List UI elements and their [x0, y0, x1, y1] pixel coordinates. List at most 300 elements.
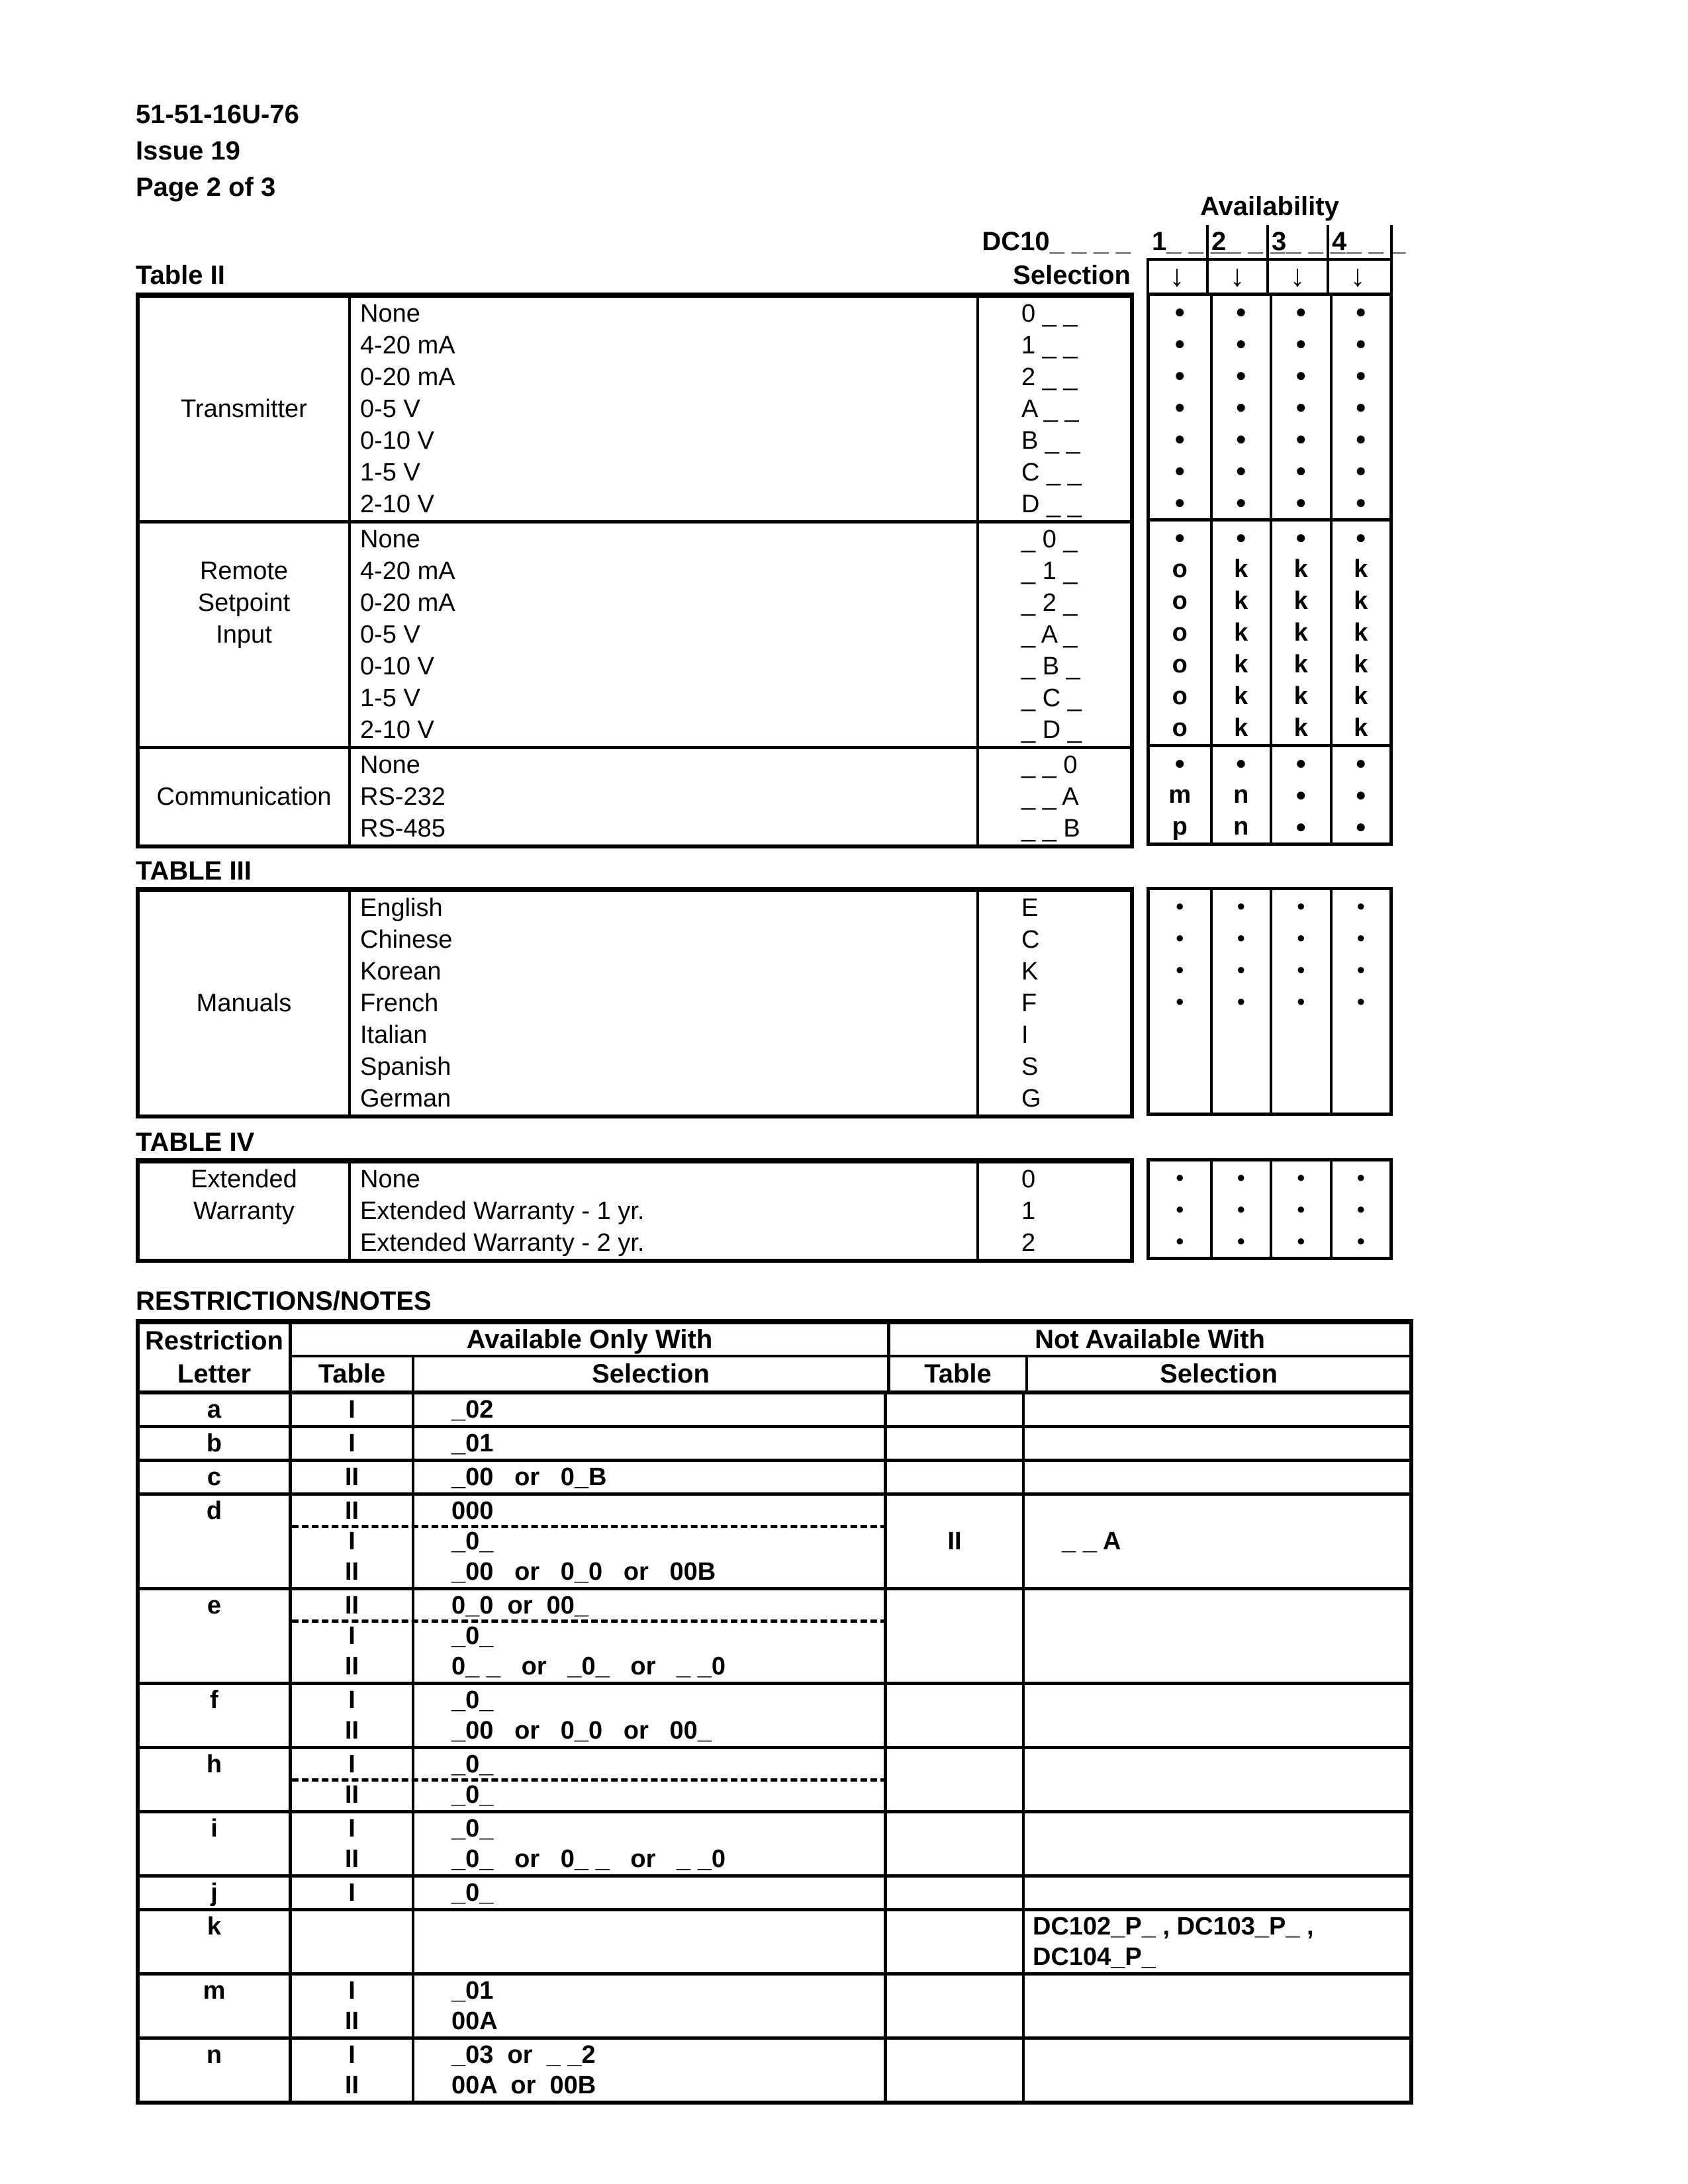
availability-cell: k	[1270, 680, 1330, 712]
selection-code: I	[1021, 1021, 1029, 1049]
availability-cell: k	[1210, 712, 1270, 744]
availability-cell: ●	[1210, 1161, 1270, 1193]
table-row	[351, 587, 1130, 619]
availability-cell: k	[1210, 585, 1270, 617]
availability-cell: o	[1172, 713, 1188, 742]
selection-ref: _0_	[451, 1781, 494, 1809]
option-rows	[351, 1163, 1130, 1259]
table-ii-availability-matrix	[1147, 293, 1393, 846]
availability-cell: ●	[1270, 359, 1330, 391]
table-ref: II	[344, 1558, 359, 1586]
option-label: French	[351, 987, 979, 1019]
availability-cell: ●	[1210, 954, 1270, 985]
na-table-ref	[887, 1428, 1025, 1459]
availability-row	[1150, 680, 1389, 712]
category-line: Manuals	[196, 989, 292, 1017]
option-label: Korean	[351, 956, 979, 987]
doc-issue: Issue 19	[136, 136, 240, 165]
availability-cell: p	[1172, 812, 1188, 841]
restriction-row-d	[140, 1492, 1409, 1587]
option-rows	[351, 749, 1130, 844]
selection-ref: _00 or 0_B	[451, 1463, 607, 1491]
na-selection-ref	[1025, 1878, 1406, 1908]
table-ref: II	[344, 1781, 359, 1809]
availability-cell: ●	[1210, 747, 1270, 779]
down-arrow-icon: ↓	[1169, 258, 1185, 293]
availability-cell: ●	[1174, 527, 1186, 547]
availability-cell: k	[1330, 585, 1390, 617]
table-row	[351, 682, 1130, 714]
table2-title: Table II	[136, 261, 225, 290]
table-row	[351, 1051, 1130, 1083]
na-table-ref	[887, 1976, 1025, 2036]
selection-code: C _ _	[1021, 459, 1082, 486]
selection-ref: _0_	[451, 1527, 494, 1555]
availability-row	[1150, 455, 1389, 486]
selection-ref: _ _ A	[1062, 1527, 1121, 1555]
table-iv-availability-matrix	[1147, 1158, 1393, 1260]
selection-code: 1	[1021, 1197, 1036, 1225]
availability-cell: ●	[1270, 811, 1330, 842]
table-row	[351, 987, 1130, 1019]
restrictions-header	[140, 1324, 1409, 1394]
dashed-divider	[292, 1525, 887, 1528]
restriction-letter: i	[140, 1813, 292, 1874]
table-ref: I	[348, 1751, 355, 1778]
na-selection-ref	[1025, 1813, 1406, 1874]
availability-cell: o	[1172, 618, 1188, 647]
availability-row	[1150, 359, 1389, 391]
restriction-letter: m	[140, 1976, 292, 2036]
option-label: German	[351, 1083, 979, 1115]
availability-cell: ●	[1210, 296, 1270, 328]
table-ref: I	[348, 1879, 355, 1907]
availability-col-3: 3_ _ _	[1272, 227, 1346, 256]
na-selection-ref	[1025, 1590, 1406, 1682]
availability-cell	[1210, 1049, 1270, 1081]
availability-cell: ●	[1270, 747, 1330, 779]
availability-cell: ●	[1174, 365, 1186, 385]
selection-ref: _01	[451, 1430, 494, 1457]
availability-row	[1150, 922, 1389, 954]
availability-row	[1150, 296, 1389, 328]
availability-cell: ●	[1270, 486, 1330, 518]
availability-cell: ●	[1330, 747, 1390, 779]
restriction-letter-header	[140, 1324, 292, 1390]
selection-code: 1 _ _	[1021, 332, 1078, 359]
availability-cell: ●	[1330, 1193, 1390, 1225]
na-selection-ref	[1025, 1462, 1406, 1492]
availability-row	[1150, 1161, 1389, 1193]
table-ref: I	[348, 1815, 355, 1843]
category-line: Warranty	[193, 1197, 295, 1225]
availability-cell: o	[1172, 682, 1188, 710]
category-line: Communication	[156, 783, 332, 811]
selection-ref: _0_	[451, 1686, 494, 1714]
availability-col-2: 2_ _ _	[1211, 227, 1286, 256]
selection-ref: _0_ or 0_ _ or _ _0	[451, 1845, 726, 1873]
availability-cell: ●	[1210, 486, 1270, 518]
availability-cell	[1150, 1049, 1210, 1081]
availability-cell: ●	[1210, 922, 1270, 954]
table-ref: I	[348, 1622, 355, 1650]
table-ref: I	[348, 2041, 355, 2069]
table-ref: II	[344, 2071, 359, 2099]
manuals-group	[140, 892, 1130, 1115]
availability-cell: ●	[1210, 328, 1270, 359]
category-label	[140, 298, 351, 520]
availability-cell: ●	[1330, 954, 1390, 985]
table-iv	[136, 1158, 1134, 1263]
selection-code: _ 2 _	[1021, 589, 1078, 617]
table-ref: II	[947, 1527, 962, 1555]
dashed-divider	[292, 1778, 887, 1782]
availability-cell	[1330, 1081, 1390, 1113]
availability-cell: o	[1172, 555, 1188, 583]
option-label: 4-20 mA	[351, 555, 979, 587]
category-line: Input	[216, 621, 272, 649]
na-table-ref	[887, 1685, 1025, 1746]
table-row	[351, 1227, 1130, 1259]
availability-row	[1150, 890, 1389, 922]
option-label: Chinese	[351, 924, 979, 956]
table-ref: II	[344, 1592, 359, 1619]
availability-cell: ●	[1270, 779, 1330, 811]
availability-cell: ●	[1270, 922, 1330, 954]
availability-cell: k	[1210, 553, 1270, 585]
availability-row	[1150, 423, 1389, 455]
table-col-header: Table	[890, 1357, 1028, 1390]
availability-cell: ●	[1175, 897, 1184, 914]
option-label: None	[351, 298, 979, 330]
option-label: 0-20 mA	[351, 587, 979, 619]
selection-ref: _0_	[451, 1751, 494, 1778]
availability-group	[1150, 744, 1389, 842]
availability-cell: ●	[1330, 522, 1390, 553]
availability-cell: k	[1270, 649, 1330, 680]
availability-cell: ●	[1210, 1193, 1270, 1225]
table-row	[351, 1083, 1130, 1115]
availability-cell	[1150, 1017, 1210, 1049]
table-ref: II	[344, 1845, 359, 1873]
availability-row	[1150, 811, 1389, 842]
table3-title: TABLE III	[136, 856, 252, 886]
availability-cell: ●	[1175, 993, 1184, 1009]
down-arrow-icon: ↓	[1350, 258, 1366, 293]
na-table-ref	[887, 2040, 1025, 2101]
selection-code: B _ _	[1021, 427, 1080, 455]
restriction-row-m	[140, 1972, 1409, 2036]
availability-cell: ●	[1210, 423, 1270, 455]
availability-cell: ●	[1174, 301, 1186, 322]
restriction-letter: f	[140, 1685, 292, 1746]
availability-row	[1150, 712, 1389, 744]
selection-ref: 0_0 or 00_	[451, 1592, 589, 1619]
availability-row	[1150, 1049, 1389, 1081]
na-selection-ref	[1025, 1911, 1406, 1972]
availability-cell: ●	[1270, 1193, 1330, 1225]
restriction-row-f	[140, 1682, 1409, 1746]
table-iii	[136, 887, 1134, 1118]
availability-cell: ●	[1210, 359, 1270, 391]
availability-cell	[1210, 1017, 1270, 1049]
communication-group	[140, 746, 1130, 844]
selection-code: _ _ B	[1021, 815, 1080, 842]
na-table-ref	[887, 1590, 1025, 1682]
table-row	[351, 813, 1130, 844]
selection-code: 2 _ _	[1021, 363, 1078, 391]
availability-cell: ●	[1210, 985, 1270, 1017]
option-label: 0-5 V	[351, 393, 979, 425]
restriction-row-k	[140, 1908, 1409, 1972]
table-row	[351, 781, 1130, 813]
option-label: 2-10 V	[351, 488, 979, 520]
selection-code: 0 _ _	[1021, 300, 1078, 328]
na-table-ref	[887, 1749, 1025, 1810]
doc-number: 51-51-16U-76	[136, 100, 299, 129]
availability-cell	[1210, 1081, 1270, 1113]
availability-row	[1150, 1225, 1389, 1257]
option-label: 0-10 V	[351, 425, 979, 457]
table-ref: I	[348, 1686, 355, 1714]
availability-cell: o	[1172, 650, 1188, 678]
availability-row	[1150, 649, 1389, 680]
restriction-row-a	[140, 1394, 1409, 1425]
availability-cell: ●	[1330, 391, 1390, 423]
availability-cell: k	[1330, 712, 1390, 744]
availability-col-1: 1_ _ _	[1152, 227, 1226, 256]
availability-cell: o	[1172, 586, 1188, 615]
availability-column-header	[1147, 225, 1406, 293]
table-row	[351, 523, 1130, 555]
na-selection-ref	[1025, 1428, 1406, 1459]
dashed-divider	[292, 1619, 887, 1623]
na-selection-ref	[1025, 2040, 1406, 2101]
restriction-row-b	[140, 1425, 1409, 1459]
table4-title: TABLE IV	[136, 1128, 255, 1157]
table-row	[351, 361, 1130, 393]
availability-cell: k	[1270, 617, 1330, 649]
table-row	[351, 924, 1130, 956]
doc-header	[136, 97, 299, 206]
availability-cell: ●	[1175, 1169, 1184, 1185]
restriction-row-h	[140, 1746, 1409, 1810]
selection-ref: _0_	[451, 1622, 494, 1650]
availability-cell: ●	[1270, 954, 1330, 985]
selection-ref: 00A	[451, 2007, 498, 2035]
selection-code: C	[1021, 926, 1040, 954]
availability-cell: ●	[1175, 961, 1184, 978]
option-label: Extended Warranty - 1 yr.	[351, 1195, 979, 1227]
option-label: 0-5 V	[351, 619, 979, 651]
down-arrow-icon: ↓	[1289, 258, 1305, 293]
na-table-ref	[887, 1911, 1025, 1972]
availability-cell: n	[1210, 811, 1270, 842]
selection-code: _ _ A	[1021, 783, 1079, 811]
option-rows	[351, 298, 1130, 520]
option-label: Spanish	[351, 1051, 979, 1083]
availability-cell	[1270, 1017, 1330, 1049]
availability-cell: ●	[1330, 1161, 1390, 1193]
restrictions-title: RESTRICTIONS/NOTES	[136, 1287, 432, 1316]
selection-code: _ A _	[1021, 621, 1078, 649]
availability-cell: ●	[1270, 890, 1330, 922]
availability-cell: ●	[1330, 811, 1390, 842]
table-row	[351, 298, 1130, 330]
availability-row	[1150, 985, 1389, 1017]
restriction-row-j	[140, 1874, 1409, 1908]
restriction-letter: e	[140, 1590, 292, 1682]
selection-code: _ C _	[1021, 684, 1082, 712]
table-row	[351, 393, 1130, 425]
header-label: Not Available With	[890, 1324, 1409, 1357]
availability-cell: ●	[1174, 752, 1186, 773]
table-row	[351, 956, 1130, 987]
selection-code: _ 1 _	[1021, 557, 1078, 585]
table-ref: I	[348, 1396, 355, 1424]
table-row	[351, 619, 1130, 651]
availability-row	[1150, 617, 1389, 649]
availability-row	[1150, 391, 1389, 423]
availability-col-4: 4_ _ _	[1332, 227, 1406, 256]
availability-cell: ●	[1330, 296, 1390, 328]
option-label: Italian	[351, 1019, 979, 1051]
availability-row	[1150, 1081, 1389, 1113]
availability-row	[1150, 779, 1389, 811]
availability-cell: k	[1330, 649, 1390, 680]
availability-cell: m	[1168, 780, 1192, 809]
table-row	[351, 1019, 1130, 1051]
option-label: 0-20 mA	[351, 361, 979, 393]
availability-title: Availability	[1200, 192, 1339, 221]
restriction-letter: d	[140, 1496, 292, 1587]
option-label: 2-10 V	[351, 714, 979, 746]
restriction-row-i	[140, 1810, 1409, 1874]
not-available-with-header	[887, 1324, 1409, 1390]
option-label: English	[351, 892, 979, 924]
availability-cell: ●	[1210, 1225, 1270, 1257]
selection-ref: 0_ _ or _0_ or _ _0	[451, 1653, 726, 1680]
availability-cell: ●	[1330, 890, 1390, 922]
availability-group	[1150, 518, 1389, 744]
selection-ref: _0_	[451, 1815, 494, 1843]
option-label: 0-10 V	[351, 651, 979, 682]
na-selection-ref	[1025, 1394, 1406, 1425]
selection-code: 2	[1021, 1229, 1036, 1257]
availability-cell: k	[1330, 553, 1390, 585]
availability-cell: ●	[1270, 391, 1330, 423]
transmitter-group	[140, 298, 1130, 520]
availability-cell: ●	[1174, 460, 1186, 480]
na-selection-ref	[1025, 1496, 1406, 1587]
selection-code: S	[1021, 1053, 1039, 1081]
selection-ref: _0_	[451, 1879, 494, 1907]
table-ref: I	[348, 1527, 355, 1555]
availability-cell: ●	[1330, 486, 1390, 518]
table-row	[351, 555, 1130, 587]
category-label	[140, 749, 351, 844]
availability-cell: k	[1270, 712, 1330, 744]
selection-code: _ B _	[1021, 653, 1080, 680]
availability-row	[1150, 585, 1389, 617]
availability-row	[1150, 954, 1389, 985]
availability-cell: ●	[1174, 428, 1186, 449]
selection-column-label: Selection	[1013, 261, 1131, 290]
selection-code: F	[1021, 989, 1037, 1017]
availability-cell: ●	[1330, 455, 1390, 486]
restriction-letter: k	[140, 1911, 292, 1972]
category-line: Transmitter	[181, 395, 307, 423]
remote-setpoint-group	[140, 520, 1130, 746]
na-table-ref	[887, 1496, 1025, 1587]
table-ref: II	[344, 1463, 359, 1491]
na-table-ref	[887, 1462, 1025, 1492]
selection-col-header: Selection	[592, 1359, 710, 1388]
availability-cell: ●	[1270, 1161, 1330, 1193]
selection-ref: _00 or 0_0 or 00B	[451, 1558, 716, 1586]
availability-cell	[1150, 1081, 1210, 1113]
table-row	[351, 330, 1130, 361]
selection-code: A _ _	[1021, 395, 1079, 423]
selection-code: _ D _	[1021, 716, 1082, 744]
availability-cell: k	[1210, 649, 1270, 680]
selection-ref: _00 or 0_0 or 00_	[451, 1717, 712, 1745]
availability-cell: ●	[1175, 929, 1184, 946]
availability-cell	[1270, 1081, 1330, 1113]
availability-cell: ●	[1210, 455, 1270, 486]
availability-cell: k	[1210, 680, 1270, 712]
availability-cell: ●	[1330, 779, 1390, 811]
availability-cell: ●	[1330, 359, 1390, 391]
category-label	[140, 523, 351, 746]
availability-cell	[1270, 1049, 1330, 1081]
na-selection-ref	[1025, 1685, 1406, 1746]
restriction-letter: h	[140, 1749, 292, 1810]
header-line: Restriction	[145, 1326, 283, 1355]
availability-cell: ●	[1330, 423, 1390, 455]
availability-cell: ●	[1270, 985, 1330, 1017]
restriction-letter: b	[140, 1428, 292, 1459]
availability-group	[1150, 1161, 1389, 1257]
extended-warranty-group	[140, 1163, 1130, 1259]
table-row	[351, 457, 1130, 488]
availability-cell: k	[1270, 585, 1330, 617]
availability-group	[1150, 296, 1389, 518]
selection-col-header: Selection	[1160, 1359, 1278, 1388]
category-label	[140, 1163, 351, 1259]
selection-code: E	[1021, 894, 1039, 922]
availability-cell: ●	[1270, 296, 1330, 328]
availability-row	[1150, 1193, 1389, 1225]
availability-row	[1150, 486, 1389, 518]
table-ref: II	[344, 2007, 359, 2035]
availability-row	[1150, 522, 1389, 553]
header-line: Letter	[177, 1359, 252, 1388]
option-rows	[351, 892, 1130, 1115]
availability-cell: ●	[1330, 985, 1390, 1017]
na-selection-ref	[1025, 1976, 1406, 2036]
selection-code: G	[1021, 1085, 1041, 1113]
availability-cell: n	[1210, 779, 1270, 811]
table-ref: I	[348, 1977, 355, 2005]
model-number-mask: DC10_ _ _ _	[982, 227, 1131, 256]
availability-row	[1150, 747, 1389, 779]
selection-ref: _03 or _ _2	[451, 2041, 596, 2069]
option-label: None	[351, 749, 979, 781]
selection-code: K	[1021, 958, 1039, 985]
restriction-row-e	[140, 1587, 1409, 1682]
na-table-ref	[887, 1394, 1025, 1425]
